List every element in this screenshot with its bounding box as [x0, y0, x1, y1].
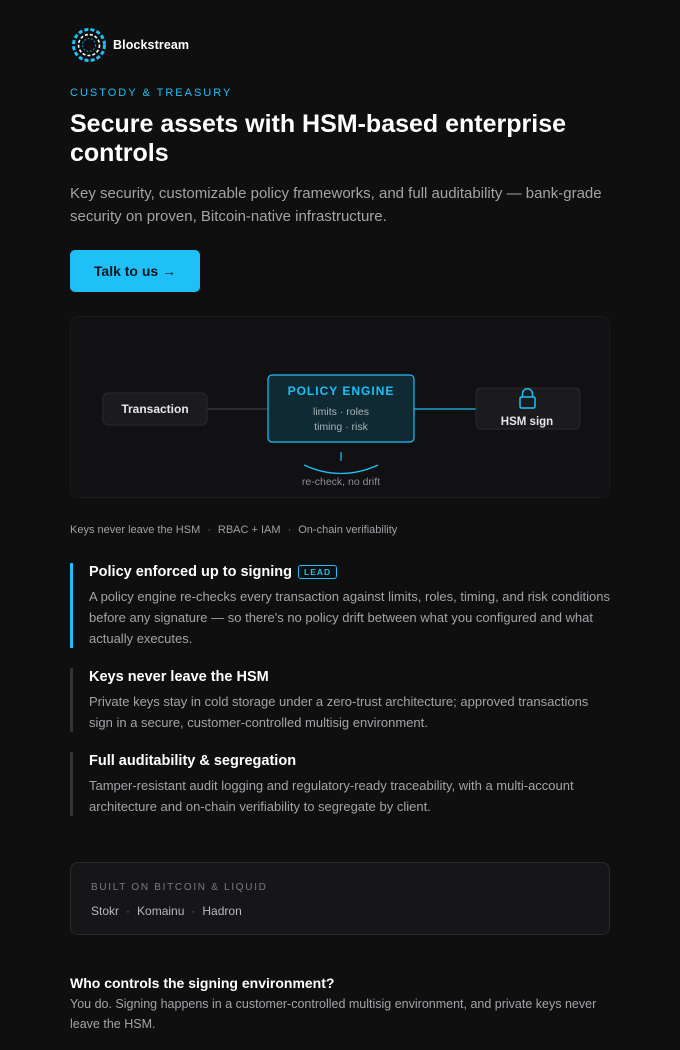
brand-name: Blockstream	[113, 38, 190, 52]
transaction-node	[103, 393, 207, 425]
feature-title-text: Policy enforced up to signing	[89, 564, 293, 580]
feature-keys-hsm	[70, 668, 615, 732]
tag-rbac-iam: RBAC + IAM	[217, 524, 281, 536]
built-on-label: BUILT ON BITCOIN & LIQUID	[91, 882, 268, 893]
partner-komainu: Komainu	[137, 904, 185, 918]
feature-title: Keys never leave the HSM	[89, 669, 269, 685]
feature-body: A policy engine re-checks every transaction against limits, roles, timing, and risk conditions before any signature — so there's no policy drift between what you configured and what actually executes.	[89, 589, 610, 646]
feature-policy-enforced	[70, 563, 615, 648]
hsm-node	[476, 388, 580, 429]
policy-engine-line2: timing · risk	[314, 421, 368, 433]
tag-keys-hsm: Keys never leave the HSM	[70, 524, 201, 536]
lead-badge: LEAD	[298, 565, 337, 579]
policy-engine-node	[268, 375, 414, 442]
feature-accent-bar	[70, 563, 73, 648]
feature-title	[89, 563, 615, 581]
recheck-loop-arc	[304, 465, 378, 474]
tag-separator: ·	[287, 524, 292, 536]
blockstream-logo-icon	[70, 26, 108, 64]
feature-body: Private keys stay in cold storage under a zero-trust architecture; approved transactions sign in a secure, customer-controlled multisig environment.	[89, 694, 589, 730]
faq-question: Who controls the signing environment?	[70, 975, 335, 991]
partner-hadron: Hadron	[202, 904, 242, 918]
tag-separator: ·	[207, 524, 211, 536]
brand-logo[interactable]	[70, 26, 189, 64]
partner-separator: ·	[191, 904, 196, 918]
transaction-label: Transaction	[121, 402, 189, 416]
partner-separator: ·	[126, 904, 131, 918]
page-title: Secure assets with HSM-based enterprise controls	[70, 110, 567, 167]
feature-tags	[70, 524, 397, 536]
faq-answer: You do. Signing happens in a customer-controlled multisig environment, and private keys never leave the HSM.	[70, 997, 597, 1031]
hsm-label: HSM sign	[500, 416, 554, 428]
page-subtitle: Key security, customizable policy frameworks, and full auditability — bank-grade security on proven, Bitcoin-native infrastructure.	[70, 185, 602, 225]
built-on-card	[70, 862, 610, 935]
partner-stokr: Stokr	[91, 904, 120, 918]
policy-engine-line1: limits · roles	[312, 406, 370, 418]
feature-body: Tamper-resistant audit logging and regulatory-ready traceability, with a multi-account architecture and on-chain verifiability to segregate by client.	[89, 778, 574, 814]
section-eyebrow: CUSTODY & TREASURY	[70, 87, 233, 99]
feature-auditability	[70, 752, 615, 816]
policy-engine-title: POLICY ENGINE	[287, 384, 395, 398]
feature-accent-bar	[70, 668, 73, 732]
talk-to-us-button[interactable]: Talk to us →	[70, 250, 200, 292]
feature-accent-bar	[70, 752, 73, 816]
recheck-caption: re-check, no drift	[301, 476, 381, 488]
tag-onchain: On-chain verifiability	[298, 524, 398, 536]
policy-flow-svg	[71, 317, 611, 499]
policy-flow-diagram	[70, 316, 610, 498]
feature-title: Full auditability & segregation	[89, 753, 297, 769]
built-on-items	[91, 904, 242, 918]
